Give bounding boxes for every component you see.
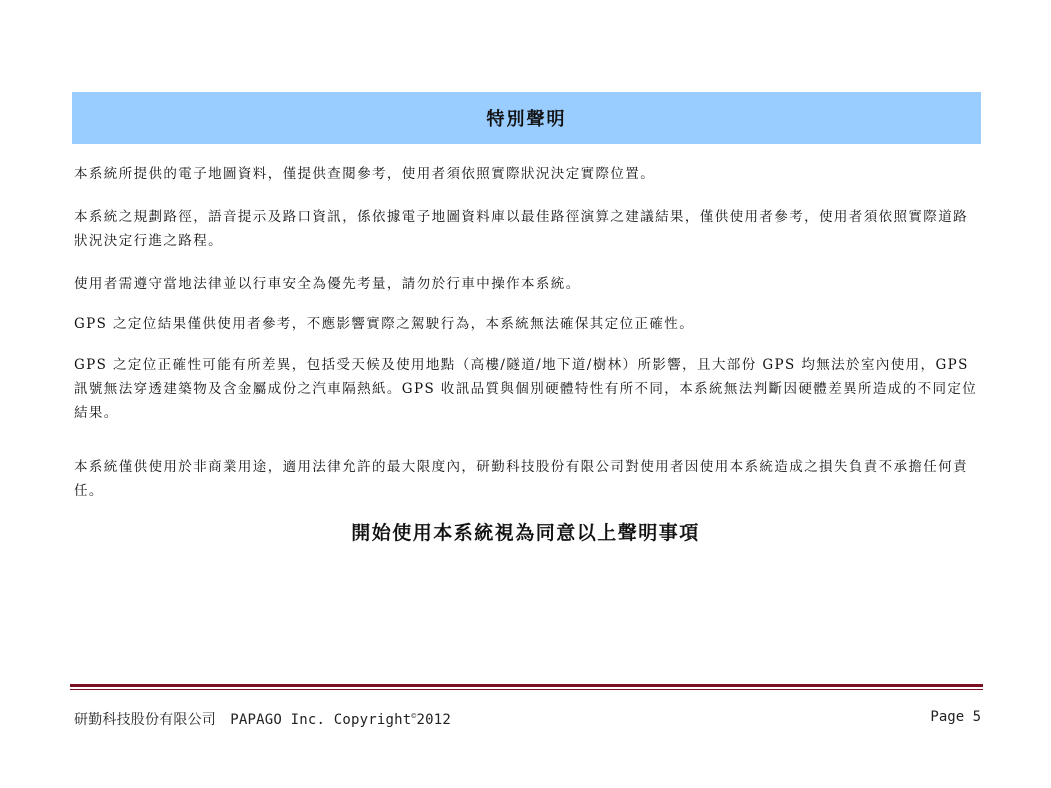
page-number: Page 5 <box>930 709 981 725</box>
footer-company: 研勤科技股份有限公司 PAPAGO Inc. Copyright <box>74 712 412 728</box>
paragraph-map-data: 本系統所提供的電子地圖資料，僅提供查閱參考，使用者須依照實際狀況決定實際位置。 <box>74 166 656 182</box>
paragraph-gps-reference: GPS 之定位結果僅供使用者參考，不應影響實際之駕駛行為，本系統無法確保其定位正確性。 <box>74 316 695 332</box>
title-banner <box>72 92 981 144</box>
paragraph-driving-safety: 使用者需遵守當地法律並以行車安全為優先考量，請勿於行車中操作本系統。 <box>74 276 581 292</box>
footer-divider-thin <box>70 689 983 690</box>
paragraph-route-planning: 本系統之規劃路徑，語音提示及路口資訊，係依據電子地圖資料庫以最佳路徑演算之建議結果，僅供使用者參考，使用者須依照實際道路狀況決定行進之路程。 <box>74 209 968 249</box>
footer-divider-thick <box>70 684 983 687</box>
agreement-statement: 開始使用本系統視為同意以上聲明事項 <box>351 522 700 544</box>
copyright-mark: © <box>411 711 417 721</box>
footer-copyright <box>74 709 451 729</box>
page-title: 特別聲明 <box>486 109 567 130</box>
footer-year: 2012 <box>416 712 451 728</box>
paragraph-liability: 本系統僅供使用於非商業用途，適用法律允許的最大限度內，研勤科技股份有限公司對使用者因使用本系統造成之損失負責不承擔任何責任。 <box>74 459 968 499</box>
paragraph-gps-accuracy: GPS 之定位正確性可能有所差異，包括受天候及使用地點（高樓/隧道/地下道/樹林）所影響，且大部份 GPS 均無法於室內使用，GPS 訊號無法穿透建築物及含金屬成份之汽車隔熱紙。GPS 收訊品質與個別硬體特性有所不同，本系統無法判斷因硬體差異所造成的不同定位結果。 <box>74 357 978 421</box>
